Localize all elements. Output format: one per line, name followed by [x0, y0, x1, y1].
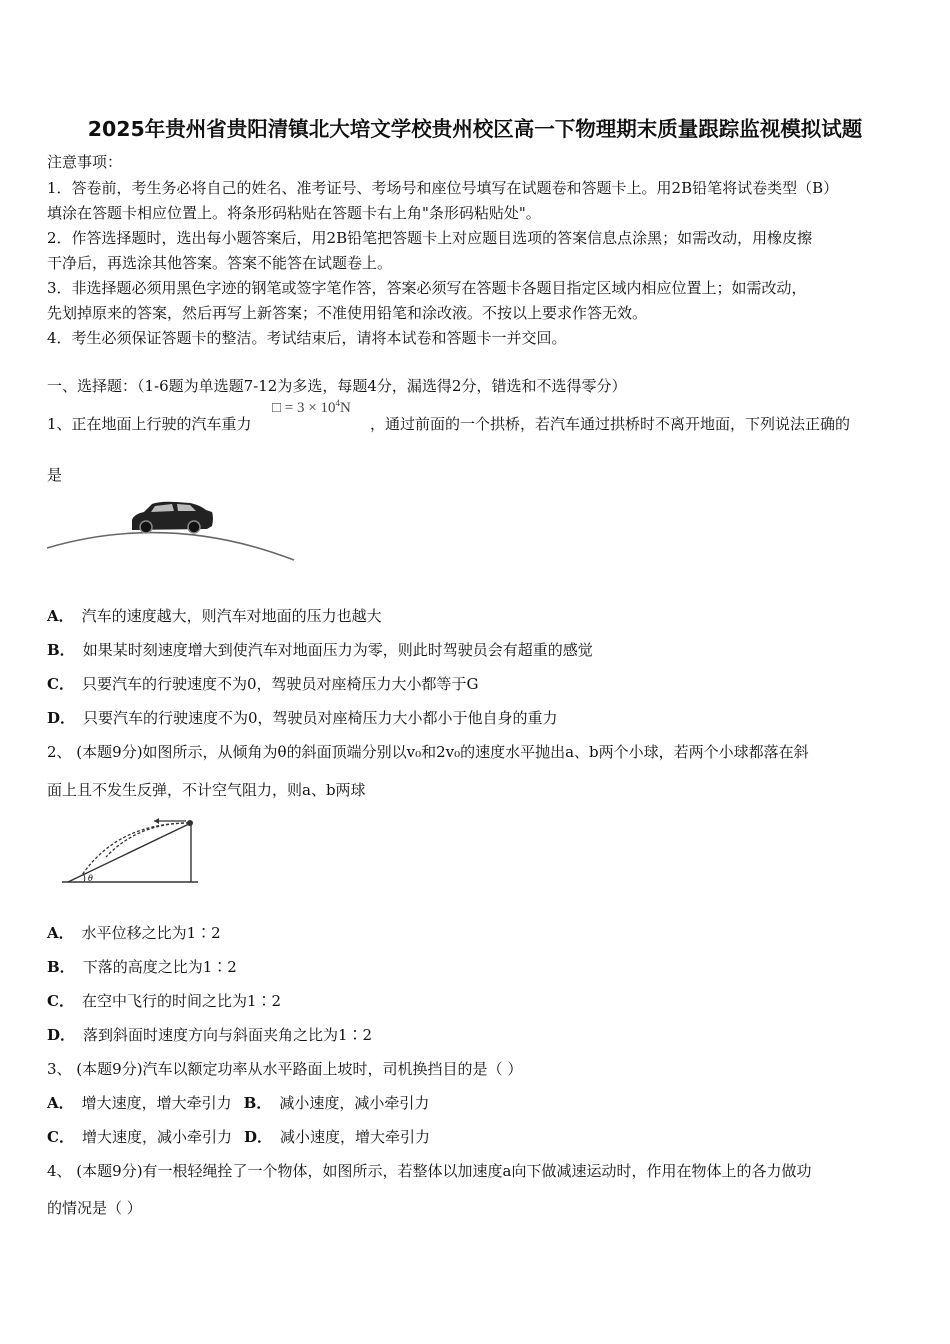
notice-heading: 注意事项：: [47, 153, 123, 171]
bridge-arc: [47, 533, 294, 560]
option-label: C．: [47, 675, 74, 693]
notice-line: 1．答卷前，考生务必将自己的姓名、准考证号、考场号和座位号填写在试题卷和答题卡上。用2B铅笔将试卷类型（B）: [47, 179, 839, 197]
option-label: D．: [47, 709, 76, 727]
q1-formula-unit: N: [339, 400, 351, 416]
notice-line: 先划掉原来的答案，然后再写上新答案；不准使用铅笔和涂改液。不按以上要求作答无效。: [47, 304, 648, 322]
option-label: A．: [47, 607, 74, 625]
option-text: 减小速度，增大牵引力: [279, 1128, 430, 1146]
option-text: 落到斜面时速度方向与斜面夹角之比为1∶2: [83, 1026, 373, 1044]
angle-label: θ: [88, 874, 93, 883]
option-label: D．: [47, 1026, 76, 1044]
q1-formula-lhs: □ = 3 × 10: [272, 400, 336, 416]
option-text: 减小速度，减小牵引力: [279, 1094, 430, 1112]
q1-formula: [272, 398, 351, 417]
section-heading: 一、选择题：（1-6题为单选题7-12为多选，每题4分，漏选得2分，错选和不选得零分）: [47, 377, 627, 395]
option-label: A．: [47, 1094, 74, 1112]
option-text: 水平位移之比为1∶2: [81, 924, 221, 942]
q4-stem-line2: 的情况是（ ）: [47, 1199, 142, 1217]
q1-stem-end: 是: [47, 466, 63, 484]
q4-stem-line1: 4、 (本题9分)有一根轻绳拴了一个物体，如图所示，若整体以加速度a向下做减速运动时，作用在物体上的各力做功: [47, 1162, 812, 1180]
option-label: C．: [47, 992, 74, 1010]
option-text: 增大速度，增大牵引力: [81, 1094, 232, 1112]
q3-options-row2: [47, 1127, 430, 1147]
option-text: 如果某时刻速度增大到使汽车对地面压力为零，则此时驾驶员会有超重的感觉: [82, 641, 593, 659]
incline-slope: [68, 823, 191, 882]
option-text: 只要汽车的行驶速度不为0，驾驶员对座椅压力大小都小于他自身的重力: [83, 709, 558, 727]
option-text: 增大速度，减小牵引力: [81, 1128, 232, 1146]
notice-line: 4．考生必须保证答题卡的整洁。考试结束后，请将本试卷和答题卡一并交回。: [47, 329, 567, 347]
page-title: 2025年贵州省贵阳清镇北大培文学校贵州校区高一下物理期末质量跟踪监视模拟试题: [87, 117, 863, 141]
q1-option-a: [47, 606, 382, 626]
notice-line: 2．作答选择题时，选出每小题答案后，用2B铅笔把答题卡上对应题目选项的答案信息点涂黑；如需改动，用橡皮擦: [47, 229, 813, 247]
q2-option-c: [47, 991, 281, 1011]
option-label: D．: [243, 1128, 272, 1146]
q2-option-d: [47, 1025, 372, 1045]
option-label: A．: [47, 924, 74, 942]
option-text: 汽车的速度越大，则汽车对地面的压力也越大: [81, 607, 382, 625]
option-label: B．: [243, 1094, 272, 1112]
q2-option-a: [47, 923, 221, 943]
car-icon: [132, 502, 213, 533]
option-text: 只要汽车的行驶速度不为0，驾驶员对座椅压力大小都等于G: [81, 675, 479, 693]
q1-option-d: [47, 708, 558, 728]
q2-incline-figure: [58, 815, 203, 887]
q1-stem-start: 1、正在地面上行驶的汽车重力: [47, 415, 252, 433]
q1-formula-exponent: 4: [335, 398, 340, 408]
q3-stem: 3、 (本题9分)汽车以额定功率从水平路面上坡时，司机换挡目的是（ ）: [47, 1060, 523, 1078]
option-label: B．: [47, 958, 75, 976]
option-label: C．: [47, 1128, 74, 1146]
ball-icon: [187, 820, 193, 826]
q3-options-row1: [47, 1093, 429, 1113]
option-label: B．: [47, 641, 75, 659]
option-text: 在空中飞行的时间之比为1∶2: [81, 992, 282, 1010]
q1-bridge-figure: [44, 498, 299, 564]
notice-line: 干净后，再选涂其他答案。答案不能答在试题卷上。: [47, 254, 393, 272]
q2-option-b: [47, 957, 237, 977]
notice-line: 3．非选择题必须用黑色字迹的钢笔或签字笔作答，答案必须写在答题卡各题目指定区域内相应位置上；如需改动，: [47, 279, 807, 297]
q2-stem-line1: 2、 (本题9分)如图所示，从倾角为θ的斜面顶端分别以v₀和2v₀的速度水平抛出a、b两个小球，若两个小球都落在斜: [47, 743, 809, 761]
notice-line: 填涂在答题卡相应位置上。将条形码粘贴在答题卡右上角"条形码粘贴处"。: [47, 204, 541, 222]
q2-stem-line2: 面上且不发生反弹，不计空气阻力，则a、b两球: [47, 781, 366, 799]
arrow-head: [154, 818, 159, 824]
q1-option-c: [47, 674, 478, 694]
q1-option-b: [47, 640, 593, 660]
option-text: 下落的高度之比为1∶2: [82, 958, 237, 976]
q1-stem-middle: ，通过前面的一个拱桥，若汽车通过拱桥时不离开地面，下列说法正确的: [370, 415, 851, 433]
